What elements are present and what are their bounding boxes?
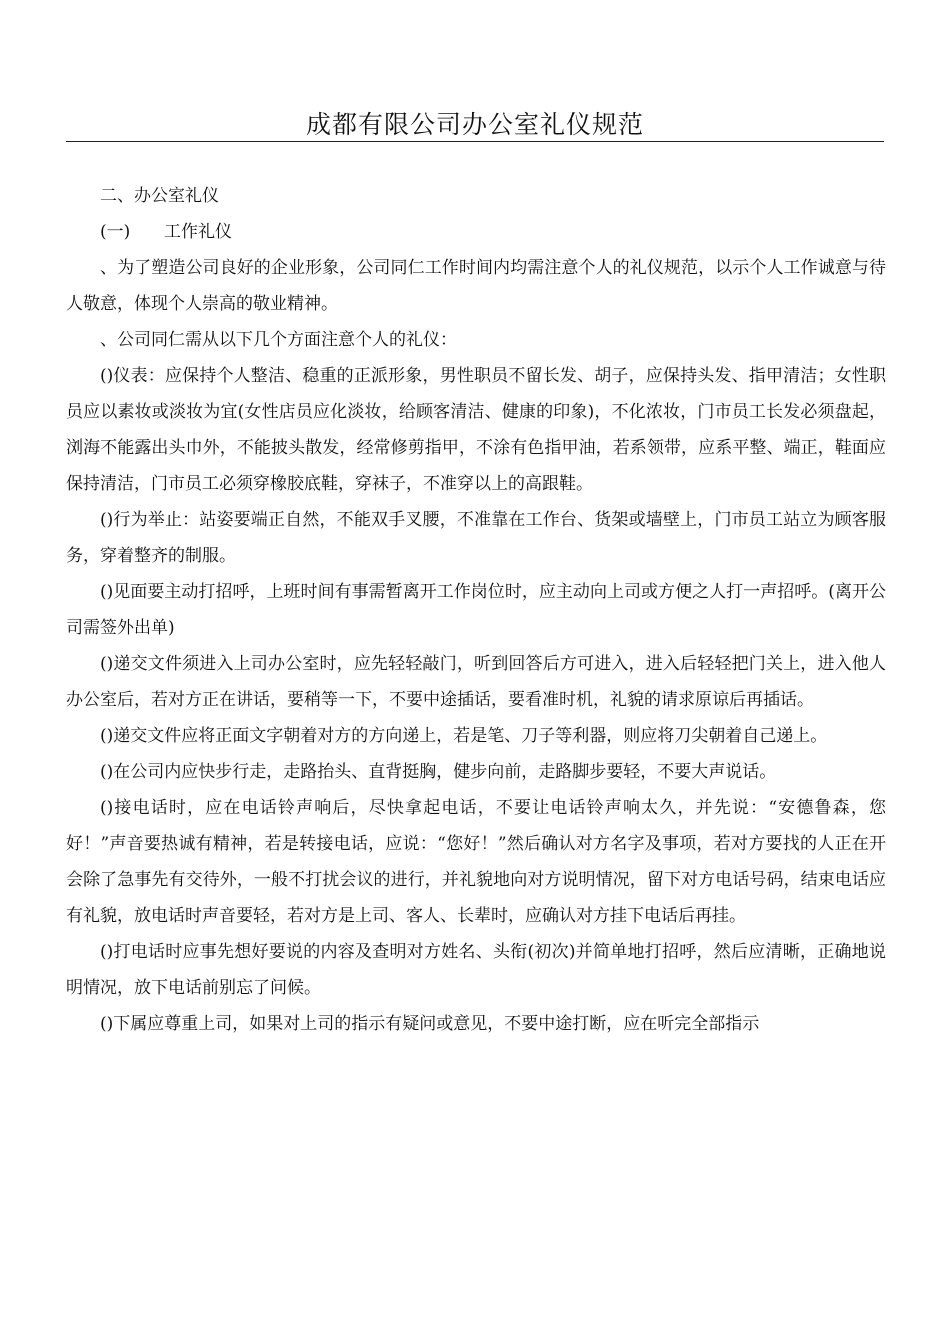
paragraph: 、公司同仁需从以下几个方面注意个人的礼仪： (100, 330, 457, 350)
paragraph: ()行为举止：站姿要端正自然，不能双手叉腰，不准靠在工作台、货架或墙壁上，门市员工站立为顾客服务，穿着整齐的制服。 (66, 510, 886, 566)
paragraph: ()递交文件须进入上司办公室时，应先轻轻敲门，听到回答后方可进入，进入后轻轻把门关上，进入他人办公室后，若对方正在讲话，要稍等一下，不要中途插话，要看准时机，礼貌的请求原谅后再插话。 (66, 654, 886, 710)
paragraph: ()见面要主动打招呼，上班时间有事需暂离开工作岗位时，应主动向上司或方便之人打一声招呼。(离开公司需签外出单) (66, 582, 886, 638)
paragraph: ()仪表：应保持个人整洁、稳重的正派形象，男性职员不留长发、胡子，应保持头发、指甲清洁；女性职员应以素妆或淡妆为宜(女性店员应化淡妆，给顾客清洁、健康的印象)，不化浓妆，门市员工长发必须盘起，浏海不能露出头巾外，不能披头散发，经常修剪指甲，不涂有色指甲油，若系领带，应系平整、端正，鞋面应保持清洁，门市员工必须穿橡胶底鞋，穿袜子，不准穿以上的高跟鞋。 (66, 366, 886, 494)
paragraph: ()在公司内应快步行走，走路抬头、直背挺胸，健步向前，走路脚步要轻，不要大声说话。 (100, 762, 777, 782)
paragraph: ()下属应尊重上司，如果对上司的指示有疑问或意见，不要中途打断，应在听完全部指示 (100, 1014, 760, 1034)
paragraph: ()递交文件应将正面文字朝着对方的方向递上，若是笔、刀子等利器，则应将刀尖朝着自己递上。 (100, 726, 828, 746)
paragraph: ()打电话时应事先想好要说的内容及查明对方姓名、头衔(初次)并简单地打招呼，然后应清晰，正确地说明情况，放下电话前别忘了问候。 (66, 942, 886, 998)
title-block (66, 108, 884, 142)
subsection-number: (一) (100, 222, 131, 242)
document-title: 成都有限公司办公室礼仪规范 (305, 110, 644, 139)
subsection-heading (66, 214, 886, 250)
paragraph: ()接电话时，应在电话铃声响后，尽快拿起电话，不要让电话铃声响太久，并先说：“安德鲁森，您好！”声音要热诚有精神，若是转接电话，应说：“您好！”然后确认对方名字及事项，若对方要找的人正在开会除了急事先有交待外，一般不打扰会议的进行，并礼貌地向对方说明情况，留下对方电话号码，结束电话应有礼貌，放电话时声音要轻，若对方是上司、客人、长辈时，应确认对方挂下电话后再挂。 (66, 798, 886, 926)
paragraph: 、为了塑造公司良好的企业形象，公司同仁工作时间内均需注意个人的礼仪规范，以示个人工作诚意与待人敬意，体现个人崇高的敬业精神。 (66, 258, 886, 314)
document-body (66, 178, 886, 1042)
section-heading: 二、办公室礼仪 (100, 186, 219, 206)
subsection-title: 工作礼仪 (164, 222, 232, 242)
